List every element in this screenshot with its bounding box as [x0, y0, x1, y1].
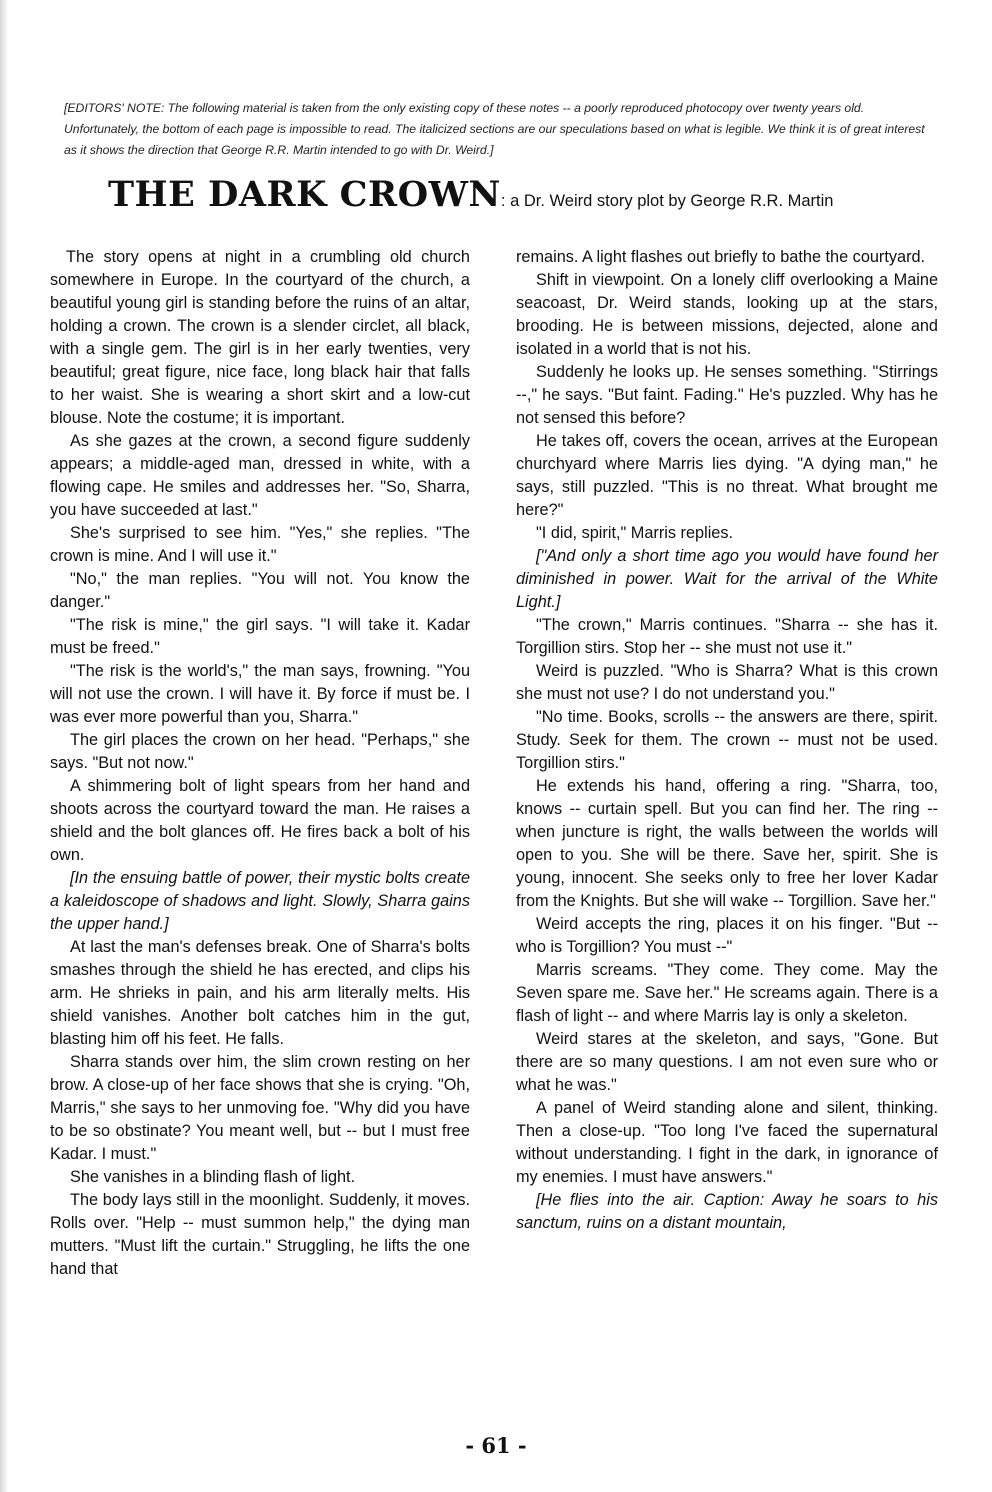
- right-column: [516, 246, 938, 1235]
- paragraph: The body lays still in the moonlight. Suddenly, it moves. Rolls over. "Help -- must summon help," the dying man mutters. "Must lift the curtain." Struggling, he lifts the one hand that: [50, 1191, 470, 1278]
- story-subtitle: : a Dr. Weird story plot by George R.R. Martin: [500, 192, 834, 210]
- paragraph: Weird is puzzled. "Who is Sharra? What is this crown she must not use? I do not understand you.": [516, 662, 938, 703]
- italic-paragraph: ["And only a short time ago you would have found her diminished in power. Wait for the arrival of the White Light.]: [516, 547, 938, 611]
- paragraph: Suddenly he looks up. He senses something. "Stirrings --," he says. "But faint. Fading." He's puzzled. Why has he not sensed this before?: [516, 363, 938, 427]
- paragraph: Weird stares at the skeleton, and says, "Gone. But there are so many questions. I am not even sure who or what he was.": [516, 1030, 938, 1094]
- paragraph: Marris screams. "They come. They come. May the Seven spare me. Save her." He screams again. There is a flash of light -- and where Marris lay is only a skeleton.: [516, 961, 938, 1025]
- left-column: [50, 246, 470, 1281]
- paragraph: She vanishes in a blinding flash of light.: [70, 1168, 356, 1186]
- paragraph: She's surprised to see him. "Yes," she replies. "The crown is mine. And I will use it.": [50, 524, 470, 565]
- paragraph: The story opens at night in a crumbling old church somewhere in Europe. In the courtyard of the church, a beautiful young girl is standing before the ruins of an altar, holding a crown. The crown is a slender circlet, all black, with a single gem. The girl is in her early twenties, very beautiful; great figure, nice face, long black hair that falls to her waist. She is wearing a short skirt and a low-cut blouse. Note the costume; it is important.: [50, 248, 470, 427]
- paragraph: "The crown," Marris continues. "Sharra -- she has it. Torgillion stirs. Stop her -- she must not use it.": [516, 616, 938, 657]
- paragraph: "I did, spirit," Marris replies.: [536, 524, 734, 542]
- paragraph: The girl places the crown on her head. "Perhaps," she says. "But not now.": [50, 731, 470, 772]
- scan-edge-shadow: [0, 0, 8, 1492]
- paragraph: Shift in viewpoint. On a lonely cliff overlooking a Maine seacoast, Dr. Weird stands, looking up at the stars, brooding. He is between missions, dejected, alone and isolated in a world that is not his.: [516, 271, 938, 358]
- paragraph: He takes off, covers the ocean, arrives at the European churchyard where Marris lies dying. "A dying man," he says, still puzzled. "This is no threat. What brought me here?": [516, 432, 938, 519]
- story-title: THE DARK CROWN: [108, 174, 501, 215]
- page-number: - 61 -: [465, 1433, 527, 1458]
- paragraph: At last the man's defenses break. One of Sharra's bolts smashes through the shield he has erected, and clips his arm. He shrieks in pain, and his arm literally melts. His shield vanishes. Another bolt catches him in the gut, blasting him off his feet. He falls.: [50, 938, 470, 1048]
- paragraph: Sharra stands over him, the slim crown resting on her brow. A close-up of her face shows that she is crying. "Oh, Marris," she says to her unmoving foe. "Why did you have to be so obstinate? You meant well, but -- but I must free Kadar. I must.": [50, 1053, 470, 1163]
- title-line: [108, 174, 968, 215]
- paragraph: remains. A light flashes out briefly to bathe the courtyard.: [516, 248, 926, 266]
- paragraph: "No time. Books, scrolls -- the answers are there, spirit. Study. Seek for them. The crown -- must not be used. Torgillion stirs.": [516, 708, 938, 772]
- italic-paragraph: [In the ensuing battle of power, their mystic bolts create a kaleidoscope of shadows and light. Slowly, Sharra gains the upper hand.]: [50, 869, 470, 933]
- editors-note: [EDITORS' NOTE: The following material is taken from the only existing copy of these notes -- a poorly reproduced photocopy over twenty years old. Unfortunately, the bottom of each page is impossible to read. The italicized sections are our speculations based on what is legible. We think it is of great interest as it shows the direction that George R.R. Martin intended to go with Dr. Weird.]: [64, 101, 925, 157]
- paragraph: A panel of Weird standing alone and silent, thinking. Then a close-up. "Too long I've faced the supernatural without understanding. I fight in the dark, in ignorance of my enemies. I must have answers.": [516, 1099, 938, 1186]
- paragraph: Weird accepts the ring, places it on his finger. "But -- who is Torgillion? You must --": [516, 915, 938, 956]
- paragraph: "No," the man replies. "You will not. You know the danger.": [50, 570, 470, 611]
- paragraph: "The risk is mine," the girl says. "I will take it. Kadar must be freed.": [50, 616, 470, 657]
- paragraph: As she gazes at the crown, a second figure suddenly appears; a middle-aged man, dressed in white, with a flowing cape. He smiles and addresses her. "So, Sharra, you have succeeded at last.": [50, 432, 470, 519]
- paragraph: He extends his hand, offering a ring. "Sharra, too, knows -- curtain spell. But you can find her. The ring -- when juncture is right, the walls between the worlds will open to you. She will be there. Save her, spirit. She is young, innocent. She seeks only to free her lover Kadar from the Knights. But she will wake -- Torgillion. Save her.": [516, 777, 938, 910]
- paragraph: A shimmering bolt of light spears from her hand and shoots across the courtyard toward the man. He raises a shield and the bolt glances off. He fires back a bolt of his own.: [50, 777, 470, 864]
- italic-paragraph: [He flies into the air. Caption: Away he soars to his sanctum, ruins on a distant mountain,: [516, 1191, 938, 1232]
- paragraph: "The risk is the world's," the man says, frowning. "You will not use the crown. I will have it. By force if must be. I was ever more powerful than you, Sharra.": [50, 662, 470, 726]
